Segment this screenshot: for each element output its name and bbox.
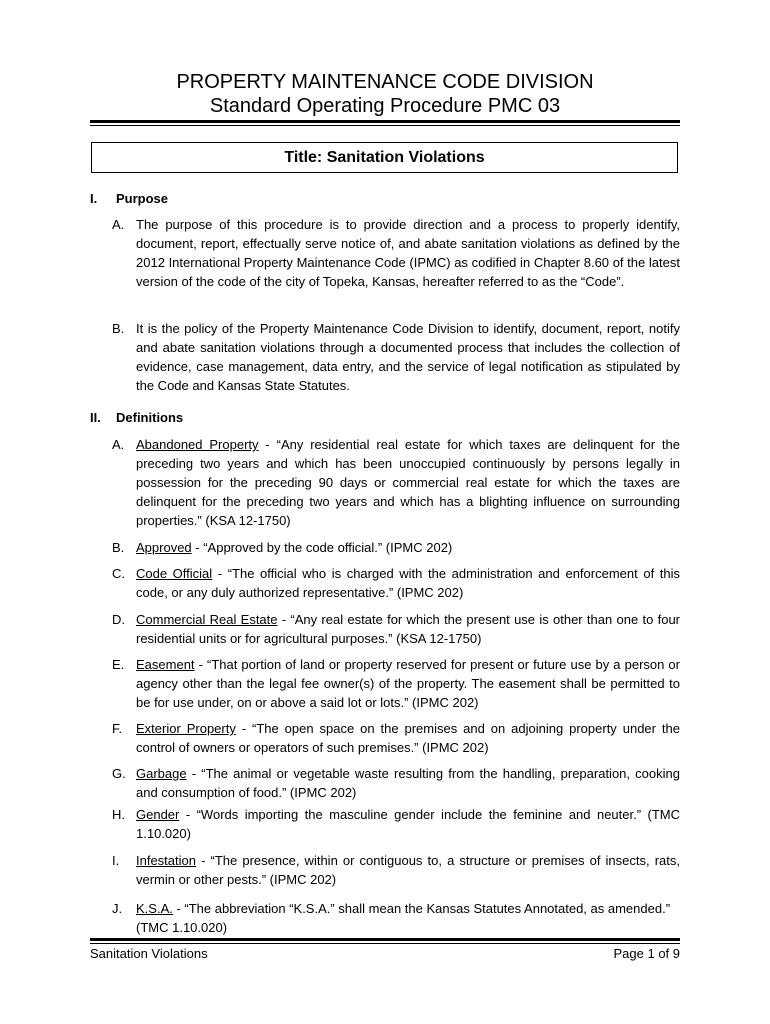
definition-easement — [112, 655, 680, 712]
section-title: Purpose — [116, 191, 169, 206]
item-letter: J. — [112, 901, 123, 916]
purpose-item-b — [112, 319, 680, 395]
defined-term: K.S.A. — [136, 901, 173, 916]
definition-code-official — [112, 564, 680, 602]
definition-text: - “The official who is charged with the administration and enforcement of this code, or any duly authorized representative.” (IPMC 202) — [136, 566, 681, 600]
definition-text: - “Any residential real estate for which taxes are delinquent for the preceding two years and which has been unoccupied continuously by persons legally in possession for the preceding 90 days or commercial real estate for which the taxes are delinquent for the preceding two years and which has a blighting influence on surrounding properties.” (KSA 12-1750) — [136, 437, 680, 528]
definition-text: - “The abbreviation “K.S.A.” shall mean the Kansas Statutes Annotated, as amended.” (TMC 1.10.020) — [136, 901, 671, 935]
section-number: II. — [90, 410, 101, 425]
item-text — [136, 764, 680, 802]
footer-page-number: Page 1 of 9 — [613, 946, 680, 961]
definition-approved — [112, 538, 680, 557]
item-text: It is the policy of the Property Maintenance Code Division to identify, document, report, notify and abate sanitation violations through a documented process that includes the collection of evidence, case management, data entry, and the service of legal notification as stipulated by the Code and Kansas State Statutes. — [136, 321, 680, 393]
item-text — [136, 899, 680, 937]
defined-term: Abandoned Property — [136, 437, 259, 452]
defined-term: Code Official — [136, 566, 213, 581]
document-title: Title: Sanitation Violations — [284, 148, 485, 166]
definition-commercial-real-estate — [112, 610, 680, 648]
item-letter: D. — [112, 612, 125, 627]
definition-text: - “The animal or vegetable waste resulting from the handling, preparation, cooking and consumption of food.” (IPMC 202) — [136, 766, 680, 800]
item-letter: B. — [112, 540, 125, 555]
item-text — [136, 655, 680, 712]
footer-rule-thin — [90, 943, 680, 944]
defined-term: Approved — [136, 540, 192, 555]
definition-exterior-property — [112, 719, 680, 757]
defined-term: Infestation — [136, 853, 196, 868]
sop-heading: Standard Operating Procedure PMC 03 — [209, 95, 561, 117]
item-text — [136, 805, 680, 843]
definition-garbage — [112, 764, 680, 802]
division-heading: PROPERTY MAINTENANCE CODE DIVISION — [176, 71, 594, 93]
item-letter: H. — [112, 807, 125, 822]
item-letter: C. — [112, 566, 125, 581]
defined-term: Easement — [136, 657, 195, 672]
definition-gender — [112, 805, 680, 843]
item-letter: G. — [112, 766, 126, 781]
section-heading-purpose — [90, 191, 168, 207]
definition-infestation — [112, 851, 680, 889]
defined-term: Commercial Real Estate — [136, 612, 278, 627]
defined-term: Gender — [136, 807, 180, 822]
footer-rule-thick — [90, 938, 680, 941]
definition-text: - “Approved by the code official.” (IPMC 202) — [191, 540, 453, 555]
defined-term: Exterior Property — [136, 721, 236, 736]
definition-text: - “That portion of land or property reserved for present or future use by a person or agency other than the legal fee owner(s) of the property. The easement shall be permitted to be for use under, on or above a said lot or lots.” (IPMC 202) — [136, 657, 680, 710]
header-rule-thick — [90, 120, 680, 123]
definition-text: - “Words importing the masculine gender include the feminine and neuter.” (TMC 1.10.020) — [136, 807, 680, 841]
item-text — [136, 538, 680, 557]
item-text — [136, 851, 680, 889]
defined-term: Garbage — [136, 766, 187, 781]
header-rule-thin — [90, 125, 680, 126]
item-text — [136, 564, 680, 602]
section-number: I. — [90, 191, 98, 206]
definition-abandoned-property — [112, 435, 680, 530]
purpose-item-a — [112, 215, 680, 291]
section-title: Definitions — [116, 410, 184, 425]
item-letter: A. — [112, 217, 125, 232]
item-text — [136, 719, 680, 757]
definition-text: - “Any real estate for which the present use is other than one to four residential units or for agricultural purposes.” (KSA 12-1750) — [136, 612, 681, 646]
section-heading-definitions — [90, 410, 183, 426]
item-letter: E. — [112, 657, 125, 672]
title-box — [91, 142, 678, 173]
footer-document-name: Sanitation Violations — [90, 946, 208, 961]
item-text: The purpose of this procedure is to provide direction and a process to properly identify, document, report, effectually serve notice of, and abate sanitation violations as defined by the 2012 International Property Maintenance Code (IPMC) as codified in Chapter 8.60 of the latest version of the code of the city of Topeka, Kansas, hereafter referred to as the “Code”. — [136, 217, 680, 289]
item-letter: F. — [112, 721, 123, 736]
definition-text: - “The presence, within or contiguous to, a structure or premises of insects, rats, vermin or other pests.” (IPMC 202) — [136, 853, 680, 887]
item-letter: B. — [112, 321, 125, 336]
item-text — [136, 435, 680, 530]
item-letter: I. — [112, 853, 120, 868]
item-letter: A. — [112, 437, 125, 452]
item-text — [136, 610, 680, 648]
definition-ksa — [112, 899, 680, 937]
definition-text: - “The open space on the premises and on adjoining property under the control of owners or operators of such premises.” (IPMC 202) — [136, 721, 680, 755]
